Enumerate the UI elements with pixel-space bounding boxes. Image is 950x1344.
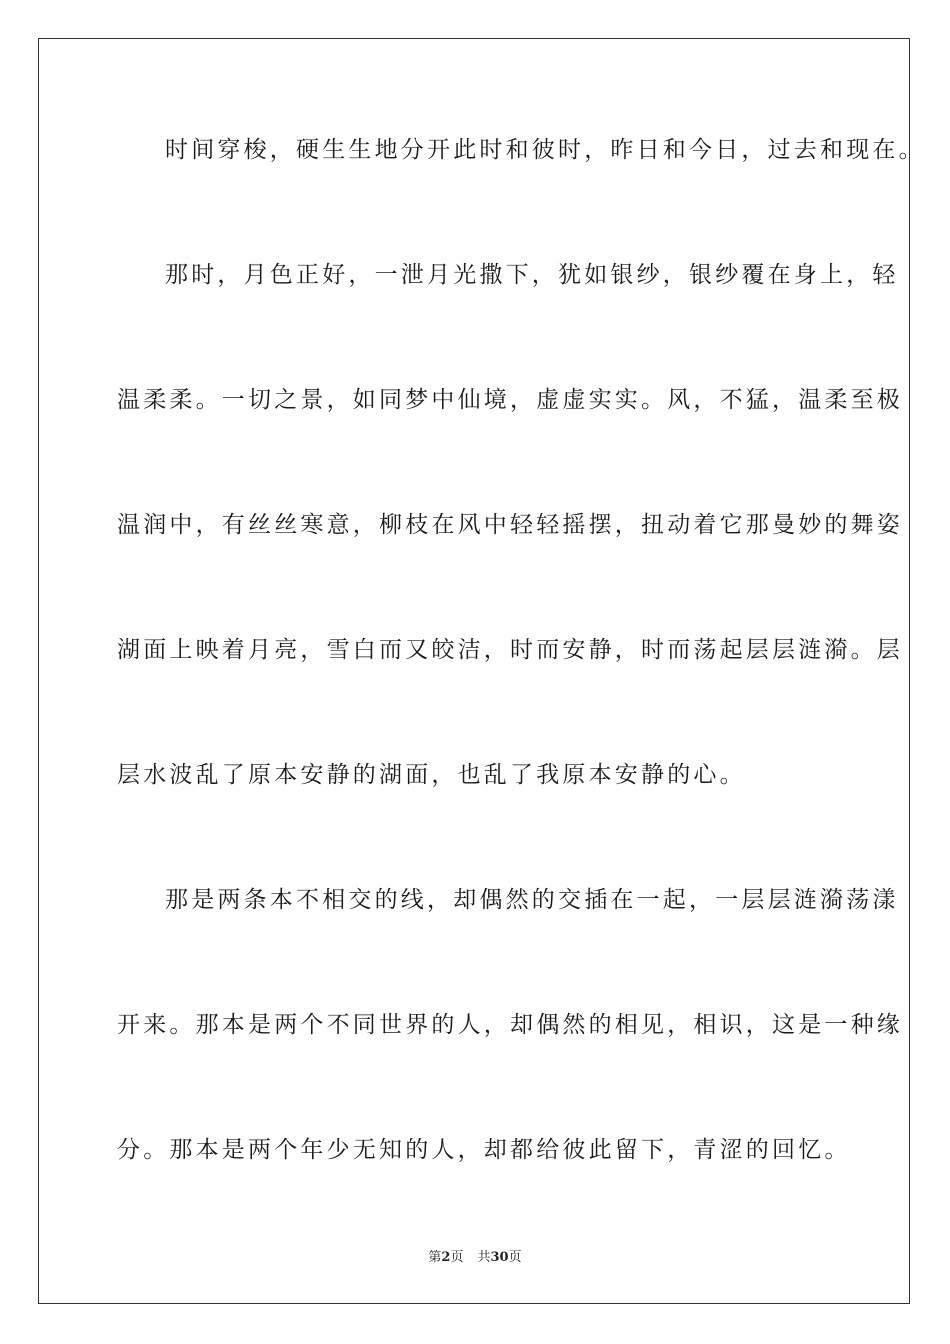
paragraph-3-line-2: 开来。那本是两个不同世界的人，却偶然的相见，相识，这是一种缘 bbox=[117, 1012, 903, 1038]
total-prefix: 共 bbox=[477, 1250, 491, 1265]
paragraph-3-line-3: 分。那本是两个年少无知的人，却都给彼此留下，青涩的回忆。 bbox=[117, 1137, 851, 1163]
total-pages: 30 bbox=[490, 1250, 509, 1265]
paragraph-3-line-1: 那是两条本不相交的线，却偶然的交插在一起，一层层涟漪荡漾 bbox=[165, 887, 899, 913]
paragraph-2-line-1: 那时，月色正好，一泄月光撒下，犹如银纱，银纱覆在身上，轻 bbox=[165, 262, 899, 288]
page-footer bbox=[0, 1246, 950, 1265]
page-prefix: 第 bbox=[428, 1250, 442, 1265]
paragraph-2-line-2: 温柔柔。一切之景，如同梦中仙境，虚虚实实。风，不猛，温柔至极 bbox=[117, 387, 903, 413]
paragraph-2-line-4: 湖面上映着月亮，雪白而又皎洁，时而安静，时而荡起层层涟漪。层 bbox=[117, 637, 903, 663]
paragraph-1-line-1: 时间穿梭，硬生生地分开此时和彼时，昨日和今日，过去和现在。 bbox=[165, 137, 925, 163]
page-border bbox=[38, 38, 910, 1304]
page-suffix: 页 bbox=[450, 1250, 464, 1265]
paragraph-2-line-3: 温润中，有丝丝寒意，柳枝在风中轻轻摇摆，扭动着它那曼妙的舞姿 bbox=[117, 512, 903, 538]
paragraph-2-line-5: 层水波乱了原本安静的湖面，也乱了我原本安静的心。 bbox=[117, 762, 746, 788]
page-number: 2 bbox=[441, 1250, 451, 1265]
total-suffix: 页 bbox=[508, 1250, 522, 1265]
